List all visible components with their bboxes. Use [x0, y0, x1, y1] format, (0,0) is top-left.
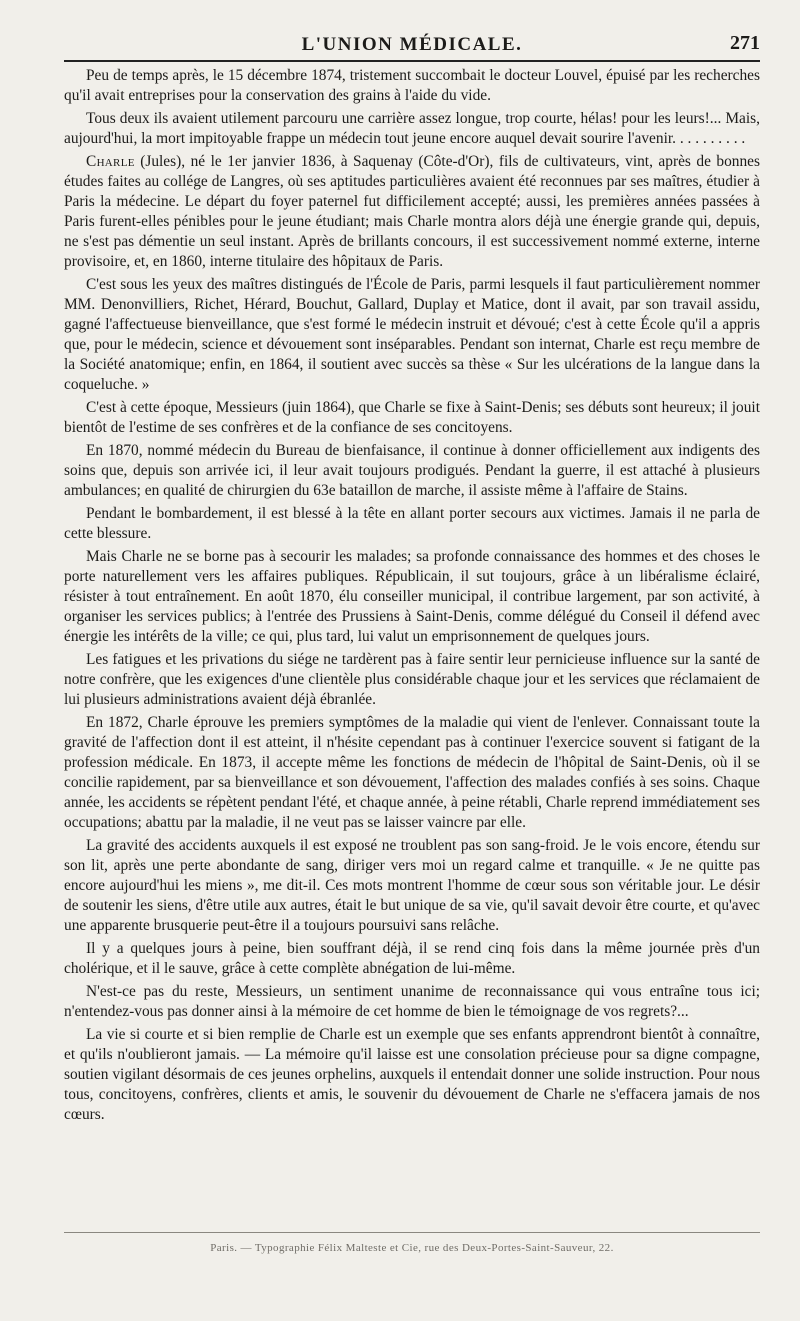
paragraph-9: Les fatigues et les privations du siége ne tardèrent pas à faire sentir leur pernicieuse influence sur la santé de notre confrère, que les exigences d'une clientèle plus considérable chaque jour et les services que réclamaient de lui plusieurs administrations avaient déjà ébranlée. — [64, 651, 760, 708]
journal-title: L'UNION MÉDICALE. — [301, 34, 523, 55]
printer-imprint: Paris. — Typographie Félix Malteste et Cie, rue des Deux-Portes-Saint-Sauveur, 22. — [210, 1242, 614, 1254]
paragraph-13: N'est-ce pas du reste, Messieurs, un sentiment unanime de reconnaissance qui vous entraîne tous ici; n'entendez-vous pas donner ainsi à la mémoire de cet homme de bien le témoignage de vos regrets?... — [64, 983, 760, 1020]
paragraph-10: En 1872, Charle éprouve les premiers symptômes de la maladie qui vient de l'enlever. Connaissant toute la gravité de l'affection dont il est atteint, il n'hésite cependant pas à continuer l'exercice souvent si fatigant de la profession médicale. En 1873, il accepte même les fonctions de médecin de l'hôpital de Saint-Denis, où il se concilie rapidement, par sa bienveillance et son dévouement, l'affection des malades confiés à ses soins. Chaque année, les accidents se répètent pendant l'été, et chaque année, à peine rétabli, Charle reprend immédiatement ses occupations; abattu par la maladie, il ne veut pas se laisser vaincre par elle. — [64, 714, 760, 831]
paragraph-4: C'est sous les yeux des maîtres distingués de l'École de Paris, parmi lesquels il faut particulièrement nommer MM. Denonvilliers, Richet, Hérard, Bouchut, Gallard, Duplay et Matice, dont il avait, par son travail assidu, gagné l'affectueuse bienveillance, que s'est formé le médecin instruit et dévoué; c'est à cette École qu'il a appris que, pour le médecin, science et dévouement sont inséparables. Pendant son internat, Charle est reçu membre de la Société anatomique; enfin, en 1864, il soutient avec succès sa thèse « Sur les ulcérations de la langue dans la coqueluche. » — [64, 276, 760, 393]
subject-name: Charle — [86, 153, 135, 170]
paragraph-1: Peu de temps après, le 15 décembre 1874, tristement succombait le docteur Louvel, épuisé par les recherches qu'il avait entreprises pour la conservation des grains à l'aide du vide. — [64, 67, 760, 104]
paragraph-7: Pendant le bombardement, il est blessé à la tête en allant porter secours aux victimes. Jamais il ne parla de cette blessure. — [64, 505, 760, 542]
paragraph-6: En 1870, nommé médecin du Bureau de bienfaisance, il continue à donner officiellement aux indigents des soins que, depuis son arrivée ici, il leur avait toujours prodigués. Pendant la guerre, il est attaché à plusieurs ambulances; en qualité de chirurgien du 63e bataillon de marche, il assiste même à l'affaire de Stains. — [64, 442, 760, 499]
paragraph-11: La gravité des accidents auxquels il est exposé ne troublent pas son sang-froid. Je le vois encore, étendu sur son lit, après une perte abondante de sang, diriger vers moi un regard calme et tranquille. « Je ne quitte pas encore aujourd'hui les miens », me dit-il. Ces mots montrent l'homme de cœur sous son véritable jour. Le désir de soutenir les siens, d'être utile aux autres, était le but unique de sa vie, qu'il savait devoir être courte, et qu'avec une apparente brusquerie peut-être il a toujours poursuivi sans relâche. — [64, 837, 760, 934]
paragraph-12: Il y a quelques jours à peine, bien souffrant déjà, il se rend cinq fois dans la même journée près d'un cholérique, et il le sauve, grâce à cette complète abnégation de lui-même. — [64, 940, 760, 977]
page-number: 271 — [730, 32, 760, 54]
article-body — [64, 62, 760, 1125]
footer-divider — [64, 1232, 760, 1233]
paragraph-5: C'est à cette époque, Messieurs (juin 1864), que Charle se fixe à Saint-Denis; ses débuts sont heureux; il jouit bientôt de l'estime de ses confrères et de la confiance de ses concitoyens. — [64, 399, 760, 436]
paragraph-2: Tous deux ils avaient utilement parcouru une carrière assez longue, trop courte, hélas! pour les leurs!... Mais, aujourd'hui, la mort impitoyable frappe un médecin tout jeune encore auquel devait sourire l'avenir. . . . . . . . . . — [64, 110, 760, 147]
paragraph-3-text: (Jules), né le 1er janvier 1836, à Saquenay (Côte-d'Or), fils de cultivateurs, vint, après de bonnes études faites au collége de Langres, où ses aptitudes particulières avaient été reconnues par ses maîtres, étudier à Paris la médecine. Le départ du foyer paternel fut difficilement accepté; aussi, les premières années passées à Paris furent-elles pénibles pour le jeune étudiant; mais Charle montra alors déjà une énergie grande qui, depuis, ne s'est pas démentie un seul instant. Après de brillants concours, il est successivement nommé externe, interne provisoire, et, en 1860, interne titulaire des hôpitaux de Paris. — [64, 153, 760, 270]
paragraph-14: La vie si courte et si bien remplie de Charle est un exemple que ses enfants apprendront bientôt à connaître, et qu'ils n'oublieront jamais. — La mémoire qu'il laisse est une consolation précieuse pour sa digne compagne, soutien vigilant désormais de ces jeunes orphelins, auxquels il entendait donner une solide instruction. Pour nous tous, concitoyens, confrères, clients et amis, le souvenir du dévouement de Charle ne s'effacera jamais de nos cœurs. — [64, 1026, 760, 1123]
paragraph-8: Mais Charle ne se borne pas à secourir les malades; sa profonde connaissance des hommes et des choses le porte naturellement vers les affaires publiques. Républicain, il sut toujours, grâce à un libéralisme éclairé, résister à tout entraînement. En août 1870, élu conseiller municipal, il contribue largement, par son activité, à organiser les services publics; à l'entrée des Prussiens à Saint-Denis, comme délégué du Conseil il défend avec énergie les intérêts de la ville; ce qui, plus tard, lui valut un emprisonnement de quelques jours. — [64, 548, 760, 645]
running-header — [64, 22, 760, 62]
paragraph-3 — [64, 152, 760, 272]
